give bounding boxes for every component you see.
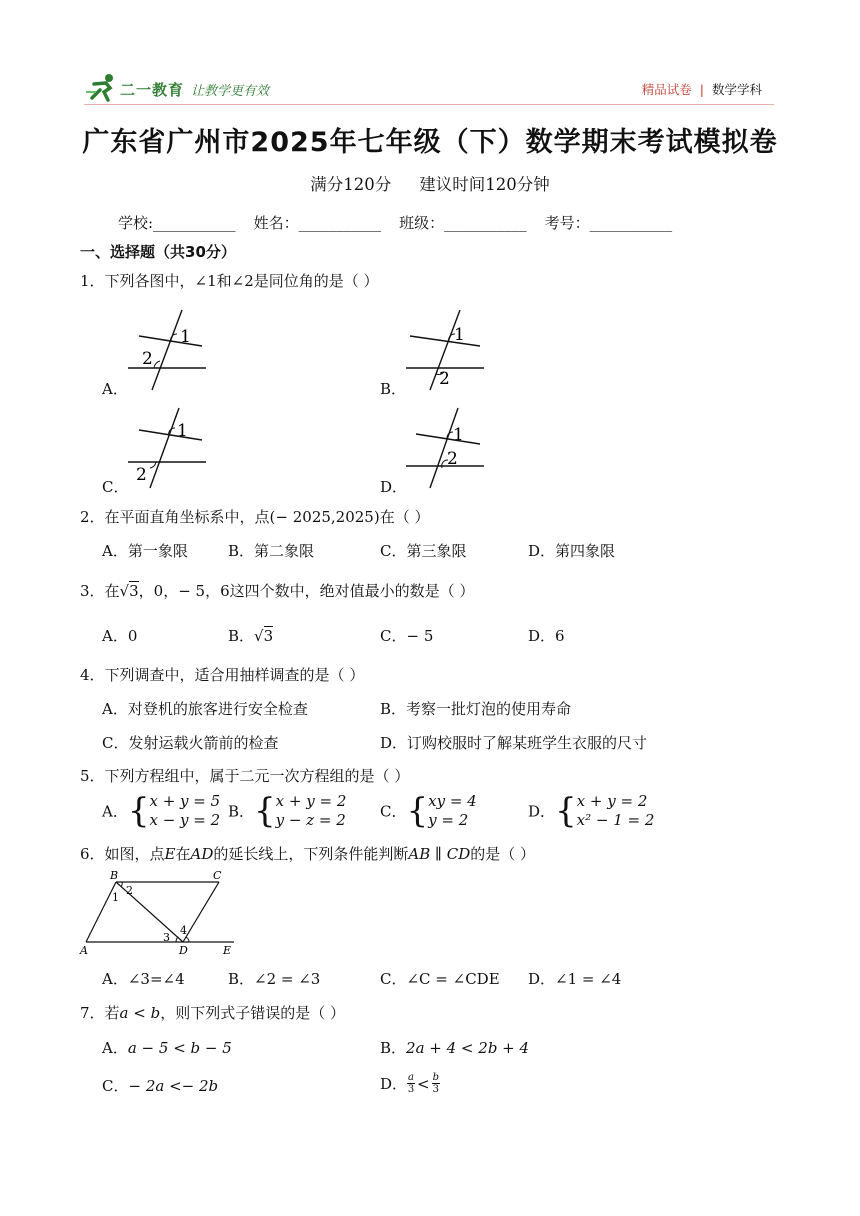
q6-option-a[interactable]: A．∠3=∠4 <box>102 970 185 988</box>
section-heading: 一、选择题（共30分） <box>80 243 236 261</box>
angle-label-2: 2 <box>447 449 458 469</box>
angle-label-2: 2 <box>439 369 450 389</box>
angle-label-1: 1 <box>454 325 465 345</box>
q1-option-b[interactable]: B． <box>380 380 407 398</box>
q2-stem: 2．在平面直角坐标系中，点(− 2025,2025)在（ ） <box>80 508 430 526</box>
q1-stem: 1．下列各图中，∠1和∠2是同位角的是（ ） <box>80 272 379 290</box>
school-field[interactable]: 学校:___________ <box>118 214 236 232</box>
q3-option-a[interactable]: A．0 <box>102 627 138 645</box>
number-field[interactable]: 考号：___________ <box>544 214 673 232</box>
q1-figure-c <box>124 404 214 492</box>
header-tags: 精品试卷 | 数学学科 <box>641 82 762 97</box>
q5-option-d[interactable]: D．{x + y = 2 x² − 1 = 2 <box>528 791 655 831</box>
brace-icon: { <box>254 791 276 831</box>
q3-option-d[interactable]: D．6 <box>528 627 565 645</box>
q5-option-b[interactable]: B．{x + y = 2 y − z = 2 <box>228 791 347 831</box>
q6-option-c[interactable]: C．∠C = ∠CDE <box>380 970 500 988</box>
angle-label-1: 1 <box>180 327 191 347</box>
q4-option-b[interactable]: B．考察一批灯泡的使用寿命 <box>380 700 572 718</box>
q6-stem: 6．如图，点E在AD的延长线上，下列条件能判断AB ∥ CD的是（ ） <box>80 845 535 863</box>
point-a-label: A <box>80 944 88 957</box>
brace-icon: { <box>127 791 150 831</box>
brace-icon: { <box>406 791 429 831</box>
q6-option-d[interactable]: D．∠1 = ∠4 <box>528 970 622 988</box>
angle-label-1: 1 <box>112 891 119 904</box>
tag-premium: 精品试卷 <box>641 82 692 97</box>
q5-option-c[interactable]: C．{xy = 4 y = 2 <box>380 791 477 831</box>
q7-option-b[interactable]: B．2a + 4 < 2b + 4 <box>380 1039 530 1057</box>
logo-brand: 二一教育 <box>120 81 185 99</box>
angle-label-2: 2 <box>136 465 147 485</box>
q7-stem: 7．若a < b，则下列式子错误的是（ ） <box>80 1004 345 1022</box>
q4-stem: 4．下列调查中，适合用抽样调查的是（ ） <box>80 666 365 684</box>
class-field[interactable]: 班级：___________ <box>399 214 527 232</box>
logo-slogan: 让教学更有效 <box>191 84 270 99</box>
name-field[interactable]: 姓名：___________ <box>253 214 382 232</box>
point-d-label: D <box>179 944 188 957</box>
runner-logo-icon <box>84 72 120 102</box>
header-divider <box>84 104 774 105</box>
q1-figure-b <box>402 306 492 394</box>
full-score: 满分120分 <box>310 175 392 194</box>
point-c-label: C <box>213 869 222 882</box>
q2-option-c[interactable]: C．第三象限 <box>380 542 467 560</box>
angle-label-1: 1 <box>177 421 188 441</box>
page-title: 广东省广州市2025年七年级（下）数学期末考试模拟卷 <box>82 127 778 158</box>
q2-option-a[interactable]: A．第一象限 <box>102 542 188 560</box>
q3-option-b[interactable]: B．√3 <box>228 627 274 645</box>
q7-option-c[interactable]: C．− 2a <− 2b <box>102 1077 219 1095</box>
point-e-label: E <box>223 944 232 957</box>
tag-subject: 数学学科 <box>711 82 762 97</box>
point-b-label: B <box>110 869 119 882</box>
q5-stem: 5．下列方程组中，属于二元一次方程组的是（ ） <box>80 767 410 785</box>
angle-label-3: 3 <box>163 931 170 944</box>
header-logo <box>84 72 299 102</box>
angle-label-2: 2 <box>142 349 153 369</box>
q1-figure-d <box>402 404 492 492</box>
q2-option-d[interactable]: D．第四象限 <box>528 542 616 560</box>
suggested-time: 建议时间120分钟 <box>419 175 550 194</box>
sqrt-icon: √ <box>254 627 264 645</box>
q4-option-c[interactable]: C．发射运载火箭前的检查 <box>102 734 279 752</box>
q6-option-b[interactable]: B．∠2 = ∠3 <box>228 970 321 988</box>
q7-option-d[interactable]: D． $\frac{a}{3}$ < $\frac{b}{3}$ <box>380 1072 439 1095</box>
q3-option-c[interactable]: C．− 5 <box>380 627 434 645</box>
angle-label-1: 1 <box>453 425 464 445</box>
q1-option-d[interactable]: D． <box>380 478 408 496</box>
q3-stem: 3．在√3，0，− 5，6这四个数中，绝对值最小的数是（ ） <box>80 582 475 600</box>
sqrt-icon: √ <box>119 582 130 600</box>
q1-figure-a <box>124 306 214 394</box>
student-info <box>118 212 690 233</box>
q2-option-b[interactable]: B．第二象限 <box>228 542 315 560</box>
q1-option-a[interactable]: A． <box>102 380 128 398</box>
angle-label-4: 4 <box>180 924 187 937</box>
q4-option-d[interactable]: D．订购校服时了解某班学生衣服的尺寸 <box>380 734 648 752</box>
q7-option-a[interactable]: A．a − 5 < b − 5 <box>102 1039 232 1057</box>
q5-option-a[interactable]: A．{x + y = 5 x − y = 2 <box>102 791 221 831</box>
angle-label-2: 2 <box>126 884 133 897</box>
q6-figure <box>76 868 246 960</box>
subtitle <box>0 171 860 195</box>
q4-option-a[interactable]: A．对登机的旅客进行安全检查 <box>102 700 308 718</box>
brace-icon: { <box>555 791 577 831</box>
q1-option-c[interactable]: C． <box>102 478 129 496</box>
